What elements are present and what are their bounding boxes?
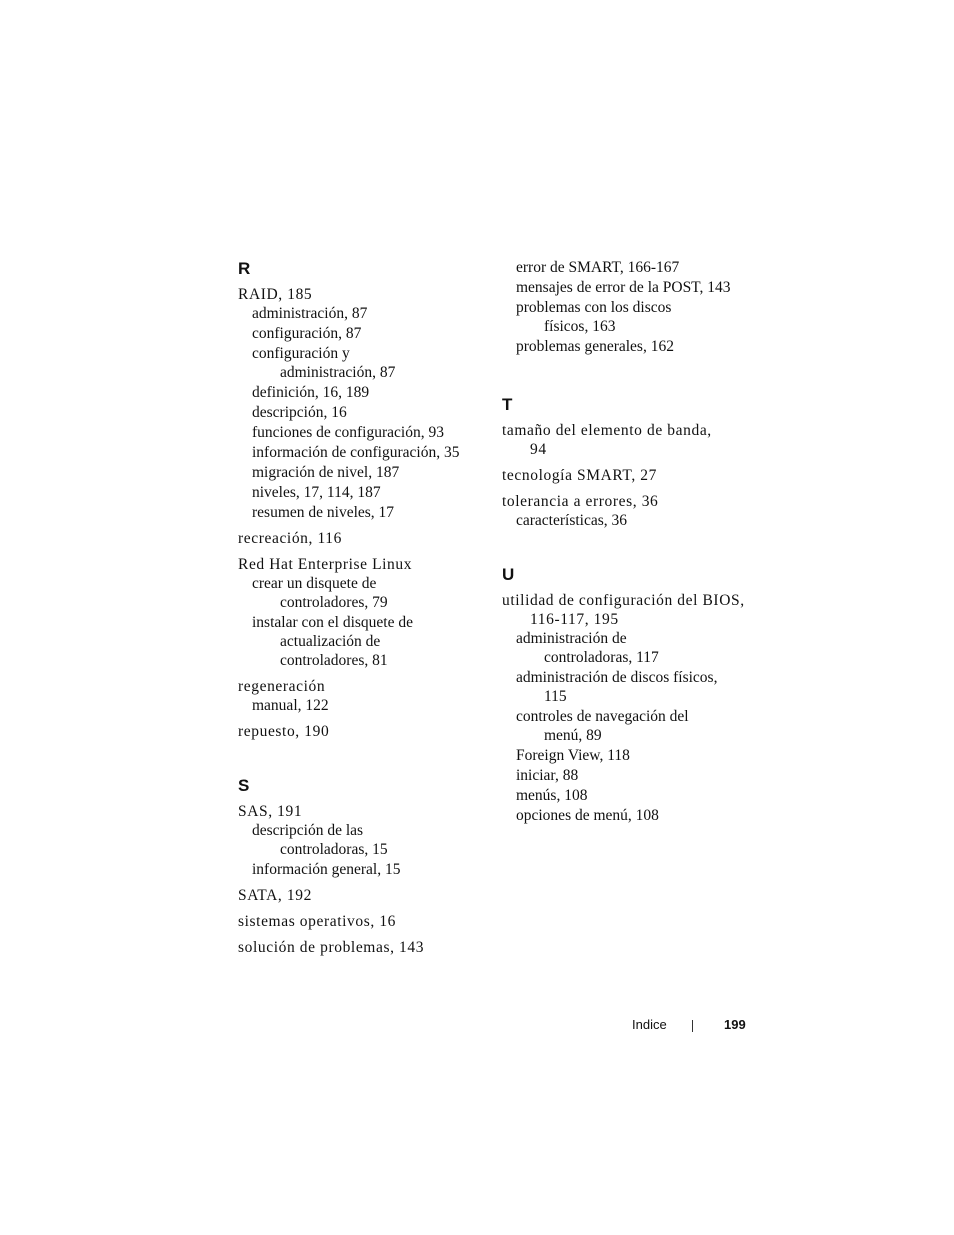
entry-subterm: administración, 87 [252,305,368,322]
index-entry [502,466,752,485]
entry-term: sistemas operativos, 16 [238,913,397,930]
entry-subterm: configuración y administración, 87 [252,345,396,381]
section-letter: R [238,259,251,278]
index-section-t [502,394,752,530]
entry-subterm: opciones de menú, 108 [516,807,659,824]
index-entry [238,938,488,957]
entry-subterm: crear un disquete de controladores, 79 [252,575,388,611]
section-letter: T [502,395,513,414]
index-entry [238,677,488,715]
entry-subterm: funciones de configuración, 93 [252,424,444,441]
entry-subterm: características, 36 [516,512,628,529]
section-letter: U [502,565,515,584]
entry-subterm: manual, 122 [252,697,329,714]
entry-subterm: Foreign View, 118 [516,747,630,764]
entry-subterm: problemas generales, 162 [516,338,674,355]
entry-subterm: niveles, 17, 114, 187 [252,484,381,501]
entry-subterm: instalar con el disquete de actualización de controladores, 81 [252,614,413,669]
index-entry [502,492,752,530]
index-entry [238,722,488,741]
entry-subterm: configuración, 87 [252,325,362,342]
entry-term: Red Hat Enterprise Linux [238,556,413,573]
entry-term: regeneración [238,678,326,695]
footer-divider [692,1020,693,1032]
index-entry [238,529,488,548]
entry-subterm: resumen de niveles, 17 [252,504,395,521]
entry-term: repuesto, 190 [238,723,330,740]
index-section-r [238,258,488,741]
entry-term: SAS, 191 [238,803,303,820]
index-entry [238,555,488,670]
entry-term: solución de problemas, 143 [238,939,425,956]
index-entry [502,591,752,825]
entry-term: tecnología SMART, 27 [502,467,658,484]
index-entry [238,912,488,931]
entry-subterm: mensajes de error de la POST, 143 [516,279,731,296]
entry-subterm: error de SMART, 166-167 [516,259,680,276]
index-column-right [502,258,752,859]
entry-subterm: definición, 16, 189 [252,384,370,401]
entry-subterm: administración de discos físicos, 115 [516,669,718,705]
entry-term: RAID, 185 [238,286,313,303]
index-entry [238,886,488,905]
entry-subterm: controles de navegación del menú, 89 [516,708,689,744]
entry-term: tolerancia a errores, 36 [502,493,659,510]
entry-subterm: menús, 108 [516,787,588,804]
entry-term: recreación, 116 [238,530,342,547]
continued-subentries [502,258,752,356]
entry-subterm: problemas con los discos físicos, 163 [516,299,672,335]
entry-subterm: descripción de las controladoras, 15 [252,822,388,858]
section-letter: S [238,776,250,795]
index-column-left [238,258,488,991]
footer-section-label: Indice [632,1017,667,1032]
entry-subterm: información de configuración, 35 [252,444,460,461]
entry-term: SATA, 192 [238,887,312,904]
entry-subterm: información general, 15 [252,861,401,878]
entry-subterm: administración de controladoras, 117 [516,630,659,666]
index-entry [238,802,488,879]
entry-subterm: descripción, 16 [252,404,347,421]
index-section-u [502,564,752,825]
index-section-s [238,775,488,957]
index-entry [502,421,752,459]
entry-term: utilidad de configuración del BIOS, 116-117, 195 [502,592,745,628]
page-number: 199 [724,1017,746,1032]
index-entry [238,285,488,522]
entry-subterm: migración de nivel, 187 [252,464,400,481]
entry-term: tamaño del elemento de banda, 94 [502,422,712,458]
entry-subterm: iniciar, 88 [516,767,579,784]
